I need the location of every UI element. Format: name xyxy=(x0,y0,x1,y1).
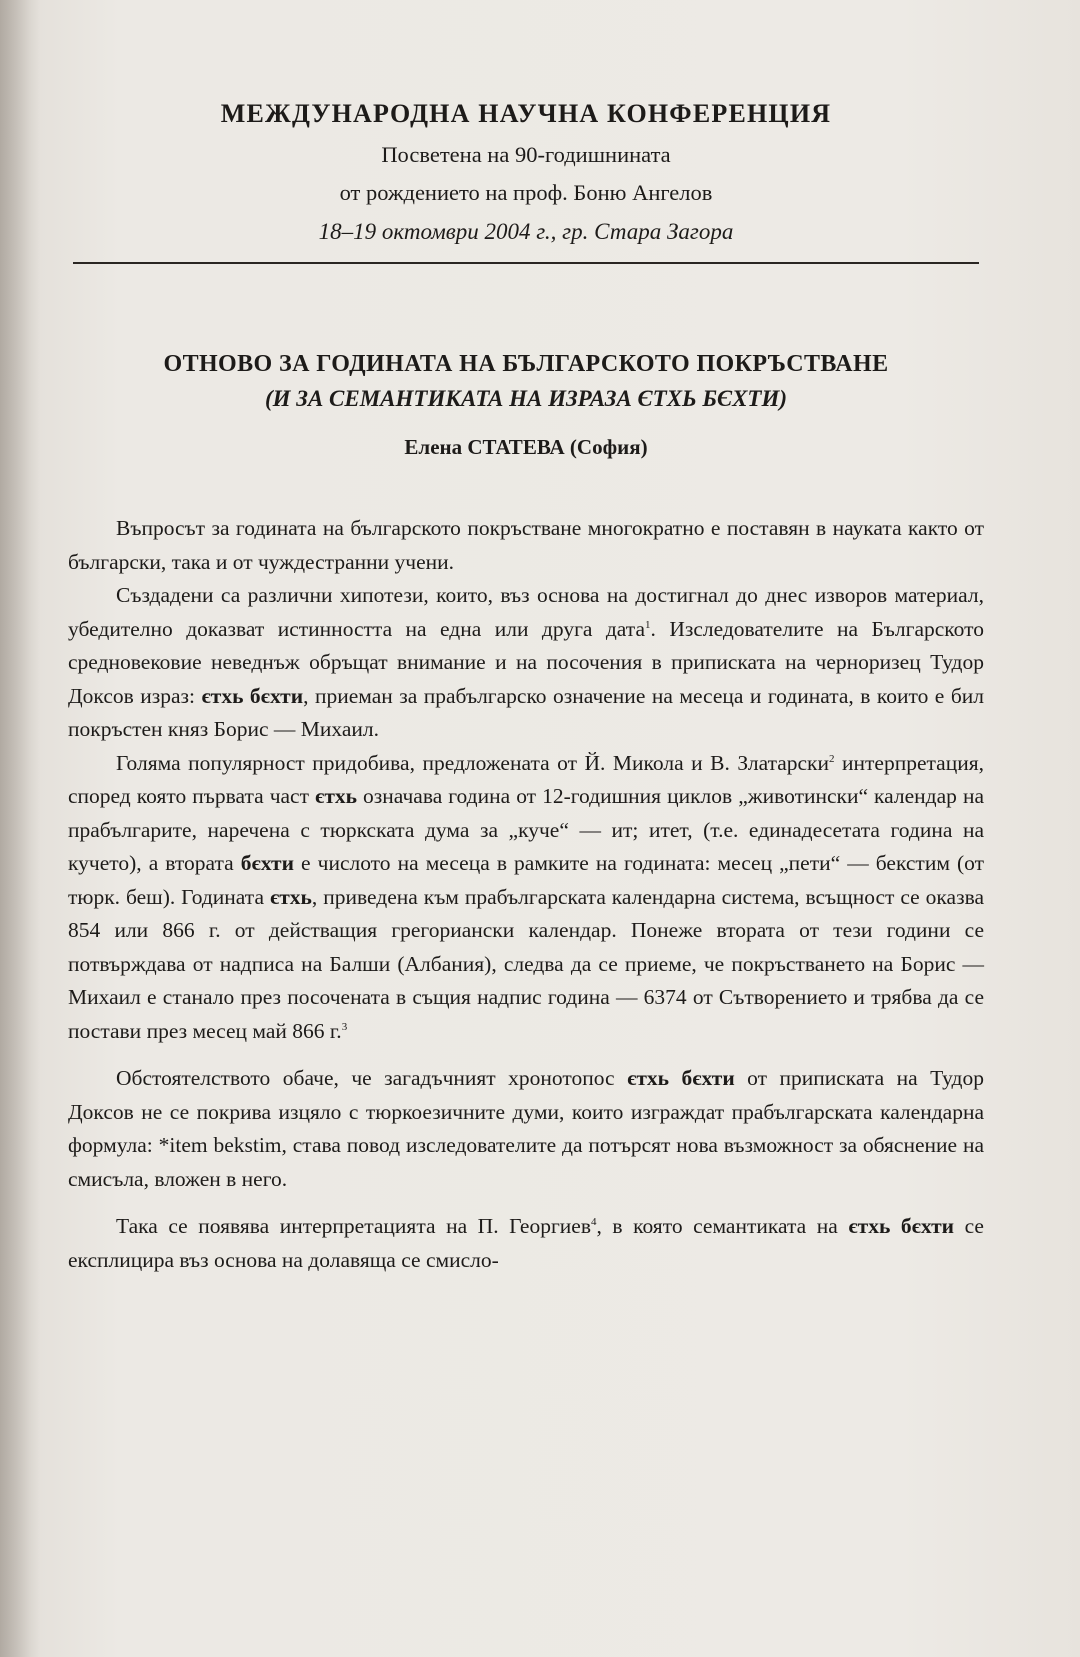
paragraph-3-text-a: Голяма популярност придобива, предложената от Й. Микола и В. Златарски xyxy=(116,750,830,775)
paragraph-1-text: Въпросът за годината на българското покръстване многократно е поставян в науката както от български, така и от чуждестранни учени. xyxy=(68,516,984,574)
paragraph-2-text-b: . Изследователите на Българското средновековие неведнъж обръщат внимание и на посочения в приписката на черноризец Тудор Доксов израз: xyxy=(68,616,984,708)
paragraph-3 xyxy=(68,747,984,1049)
conference-subtitle-2: от рождението на проф. Боню Ангелов xyxy=(339,180,713,205)
old-bulgarian-term: єтхь бєхти xyxy=(627,1066,735,1090)
paragraph-1 xyxy=(68,512,984,579)
page-content xyxy=(68,94,984,1277)
header-rule xyxy=(73,262,979,264)
paragraph-3-text-d: е числото на месеца в рамките на годината: месец „пети“ — бекстим (от тюрк. беш). Годината xyxy=(68,851,985,909)
paragraph-2-text-c: , приеман за прабългарско означение на месеца и годината, в които е бил покръстен княз Борис — Михаил. xyxy=(68,683,984,741)
paragraph-4-text-b: от приписката на Тудор Доксов не се покрива изцяло с тюркоезичните думи, които изграждат прабългарската календарна формула: *item bekstim, става повод изследователите да потърсят нова възможност за обяснение на смисъла, вложен в него. xyxy=(68,1066,984,1191)
binding-shadow xyxy=(0,0,40,1657)
paragraph-5 xyxy=(68,1210,984,1277)
old-bulgarian-term: єтхь xyxy=(269,884,312,909)
paragraph-4-text-a: Обстоятелството обаче, че загадъчният хронотопос xyxy=(116,1066,628,1090)
paragraph-3-text-e: , приведена към прабългарската календарна система, всъщност се оказва 854 или 866 г. от действащия грегориански календар. Понеже втората от тези години се потвърждава от надписа на Балши (Албания), следва да се приеме, че покръстването на Борис — Михаил е станало през посочената в същия надпис година — 6374 от Сътворението и трябва да се постави през месец май 866 г. xyxy=(68,884,984,1043)
conference-title: МЕЖДУНАРОДНА НАУЧНА КОНФЕРЕНЦИЯ xyxy=(220,99,832,128)
old-bulgarian-term: єтхь бєхти xyxy=(201,683,304,708)
footnote-ref-4[interactable]: 4 xyxy=(590,1215,597,1228)
article-author: Елена СТАТЕВА (София) xyxy=(404,435,648,459)
article-subtitle: (И ЗА СЕМАНТИКАТА НА ИЗРАЗА ЄТХЬ БЄХТИ) xyxy=(264,386,788,411)
paragraph-2-text-a: Създадени са различни хипотези, които, въз основа на достигнал до днес изворов материал, убедително доказват истинността на една или друга дата xyxy=(68,583,984,641)
conference-subtitle-1: Посветена на 90-годишнината xyxy=(381,142,671,167)
paragraph-5-text-a: Така се появява интерпретацията на П. Георгиев xyxy=(116,1214,591,1238)
footnote-ref-1[interactable]: 1 xyxy=(645,618,651,631)
footnote-ref-2[interactable]: 2 xyxy=(829,752,835,765)
old-bulgarian-term: єтхь бєхти xyxy=(848,1214,955,1238)
article-title: ОТНОВО ЗА ГОДИНАТА НА БЪЛГАРСКОТО ПОКРЪСТВАНЕ xyxy=(163,351,889,377)
paragraph-5-text-c: се експлицира въз основа на долавяща се смисло- xyxy=(68,1214,984,1272)
old-bulgarian-term: бєхти xyxy=(240,851,294,875)
paragraph-5-text-b: , в която семантиката на xyxy=(596,1214,849,1238)
paragraph-4 xyxy=(68,1062,984,1196)
footnote-ref-3[interactable]: 3 xyxy=(341,1020,348,1033)
paragraph-3-text-b: интерпретация, според която първата част xyxy=(68,750,984,808)
conference-date-place: 18–19 октомври 2004 г., гр. Стара Загора xyxy=(318,219,734,244)
old-bulgarian-term: єтхь xyxy=(315,784,358,808)
paragraph-3-text-c: означава година от 12-годишния циклов „животински“ календар на прабългарите, наречена с тюркската дума за „куче“ — ит; итет, (т.е. единадесетата година на кучето), а втората xyxy=(68,784,984,875)
article-body xyxy=(68,512,984,1277)
paragraph-2 xyxy=(68,579,984,747)
